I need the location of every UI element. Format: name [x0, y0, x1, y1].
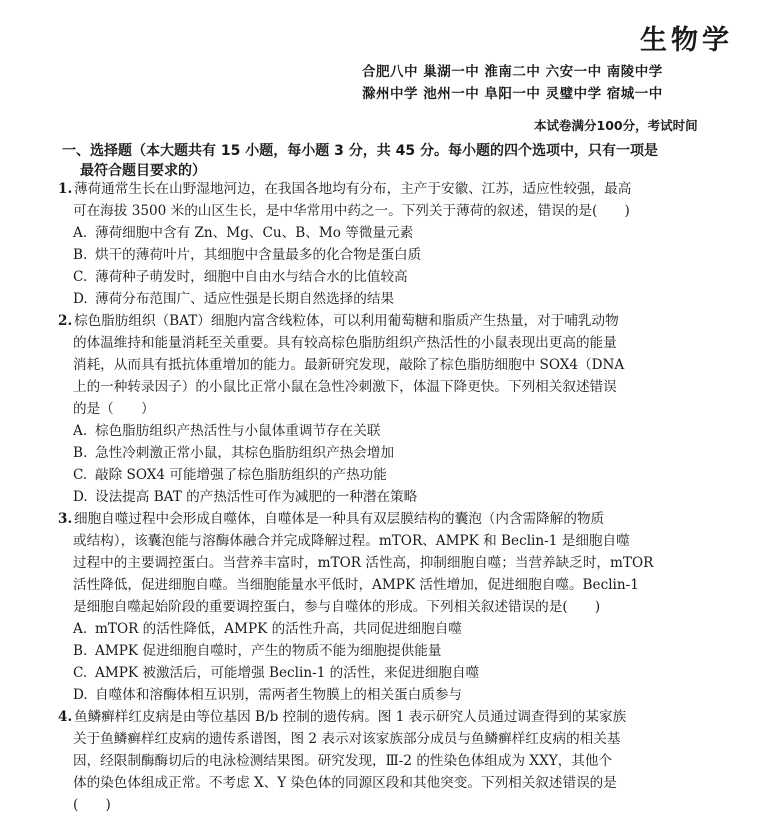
- question-4-line-3: 因，经限制酶酶切后的电泳检测结果图。研究发现，Ⅲ-2 的性染色体组成为 XXY，其他个: [73, 753, 613, 769]
- option-letter: C.: [73, 269, 88, 285]
- question-3-text: 细胞自噬过程中会形成自噬体，自噬体是一种具有双层膜结构的囊泡（内含需降解的物质: [74, 511, 605, 527]
- option-letter: A.: [73, 621, 88, 637]
- question-3-option-a: [73, 618, 462, 640]
- section-heading-line-1: 一、选择题（本大题共有 15 小题，每小题 3 分，共 45 分。每小题的四个选项中，只有一项是: [62, 143, 658, 159]
- option-text: 薄荷分布范围广、适应性强是长期自然选择的结果: [95, 291, 395, 307]
- question-4-text: 鱼鳞癣样红皮病是由等位基因 B/b 控制的遗传病。图 1 表示研究人员通过调查得到的某家族: [74, 709, 627, 725]
- option-text: 自噬体和溶酶体相互识别，需两者生物膜上的相关蛋白质参与: [95, 687, 463, 703]
- option-letter: B.: [73, 445, 88, 461]
- question-1-line-2: 可在海拔 3500 米的山区生长，是中华常用中药之一。下列关于薄荷的叙述，错误的是( ): [73, 203, 630, 219]
- score-note: 本试卷满分100分，考试时间: [534, 118, 698, 133]
- question-2-option-a: [73, 420, 380, 442]
- question-1-option-a: [73, 222, 413, 244]
- option-letter: D.: [73, 489, 88, 505]
- question-3-option-d: [73, 684, 462, 706]
- schools-row-1: 合肥八中 巢湖一中 淮南二中 六安一中 南陵中学: [362, 64, 663, 80]
- option-text: 薄荷细胞中含有 Zn、Mg、Cu、B、Mo 等微量元素: [95, 225, 414, 241]
- option-letter: A.: [73, 225, 88, 241]
- question-3-option-b: [73, 640, 441, 662]
- question-3-line-1: [58, 508, 604, 530]
- option-text: 薄荷种子萌发时，细胞中自由水与结合水的比值较高: [95, 269, 408, 285]
- option-letter: B.: [73, 643, 88, 659]
- option-text: AMPK 被激活后，可能增强 Beclin-1 的活性，来促进细胞自噬: [95, 665, 480, 681]
- page-title: 生物学: [640, 25, 733, 56]
- option-text: 敲除 SOX4 可能增强了棕色脂肪组织的产热功能: [95, 467, 387, 483]
- question-3-line-5: 是细胞自噬起始阶段的重要调控蛋白，参与自噬体的形成。下列相关叙述错误的是( ): [73, 599, 601, 615]
- question-2-option-b: [73, 442, 394, 464]
- section-heading: [62, 141, 658, 181]
- question-1-number: 1.: [58, 181, 73, 197]
- option-letter: C.: [73, 665, 88, 681]
- option-letter: A.: [73, 423, 88, 439]
- question-2-line-1: [58, 310, 619, 332]
- question-1-text: 薄荷通常生长在山野湿地河边，在我国各地均有分布，主产于安徽、江苏，适应性较强，最高: [74, 181, 632, 197]
- question-2-option-c: [73, 464, 387, 486]
- question-4-line-2: 关于鱼鳞癣样红皮病的遗传系谱图，图 2 表示对该家族部分成员与鱼鳞癣样红皮病的相关基: [73, 731, 621, 747]
- question-1-line-1: [58, 178, 631, 200]
- option-letter: B.: [73, 247, 88, 263]
- question-3-option-c: [73, 662, 479, 684]
- option-text: 棕色脂肪组织产热活性与小鼠体重调节存在关联: [95, 423, 381, 439]
- question-4-line-1: [58, 706, 626, 728]
- option-text: mTOR 的活性降低，AMPK 的活性升高，共同促进细胞自噬: [95, 621, 462, 637]
- option-text: 烘干的薄荷叶片，其细胞中含量最多的化合物是蛋白质: [95, 247, 422, 263]
- question-3-number: 3.: [58, 511, 73, 527]
- question-2-line-3: 消耗，从而具有抵抗体重增加的能力。最新研究发现，敲除了棕色脂肪细胞中 SOX4（DNA: [73, 357, 625, 373]
- question-2-line-4: 上的一种转录因子）的小鼠比正常小鼠在急性冷刺激下，体温下降更快。下列相关叙述错误: [73, 379, 617, 395]
- section-heading-line-2: 最符合题目要求的）: [80, 163, 206, 179]
- question-2-line-5: 的是（ ）: [73, 401, 155, 417]
- option-text: 急性冷刺激正常小鼠，其棕色脂肪组织产热会增加: [95, 445, 395, 461]
- question-2-number: 2.: [58, 313, 73, 329]
- option-text: AMPK 促进细胞自噬时，产生的物质不能为细胞提供能量: [95, 643, 442, 659]
- question-2-option-d: [73, 486, 417, 508]
- question-1-option-b: [73, 244, 421, 266]
- question-3-line-4: 活性降低，促进细胞自噬。当细胞能量水平低时，AMPK 活性增加，促进细胞自噬。Beclin-1: [73, 577, 639, 593]
- question-4-line-5: ( ): [73, 797, 111, 813]
- question-4-number: 4.: [58, 709, 73, 725]
- question-4-line-4: 体的染色体组成正常。不考虑 X、Y 染色体的同源区段和其他突变。下列相关叙述错误的是: [73, 775, 617, 791]
- option-letter: D.: [73, 291, 88, 307]
- question-3-line-3: 过程中的主要调控蛋白。当营养丰富时，mTOR 活性高，抑制细胞自噬；当营养缺乏时，mTOR: [73, 555, 654, 571]
- option-text: 设法提高 BAT 的产热活性可作为减肥的一种潜在策略: [95, 489, 418, 505]
- question-3-line-2: 或结构），该囊泡能与溶酶体融合并完成降解过程。mTOR、AMPK 和 Beclin-1 是细胞自噬: [73, 533, 630, 549]
- option-letter: D.: [73, 687, 88, 703]
- option-letter: C.: [73, 467, 88, 483]
- question-1-option-c: [73, 266, 408, 288]
- question-1-option-d: [73, 288, 394, 310]
- question-2-line-2: 的体温维持和能量消耗至关重要。具有较高棕色脂肪组织产热活性的小鼠表现出更高的能量: [73, 335, 617, 351]
- question-2-text: 棕色脂肪组织（BAT）细胞内富含线粒体，可以利用葡萄糖和脂质产生热量，对于哺乳动物: [74, 313, 619, 329]
- schools-row-2: 滁州中学 池州一中 阜阳一中 灵璧中学 宿城一中: [362, 86, 663, 102]
